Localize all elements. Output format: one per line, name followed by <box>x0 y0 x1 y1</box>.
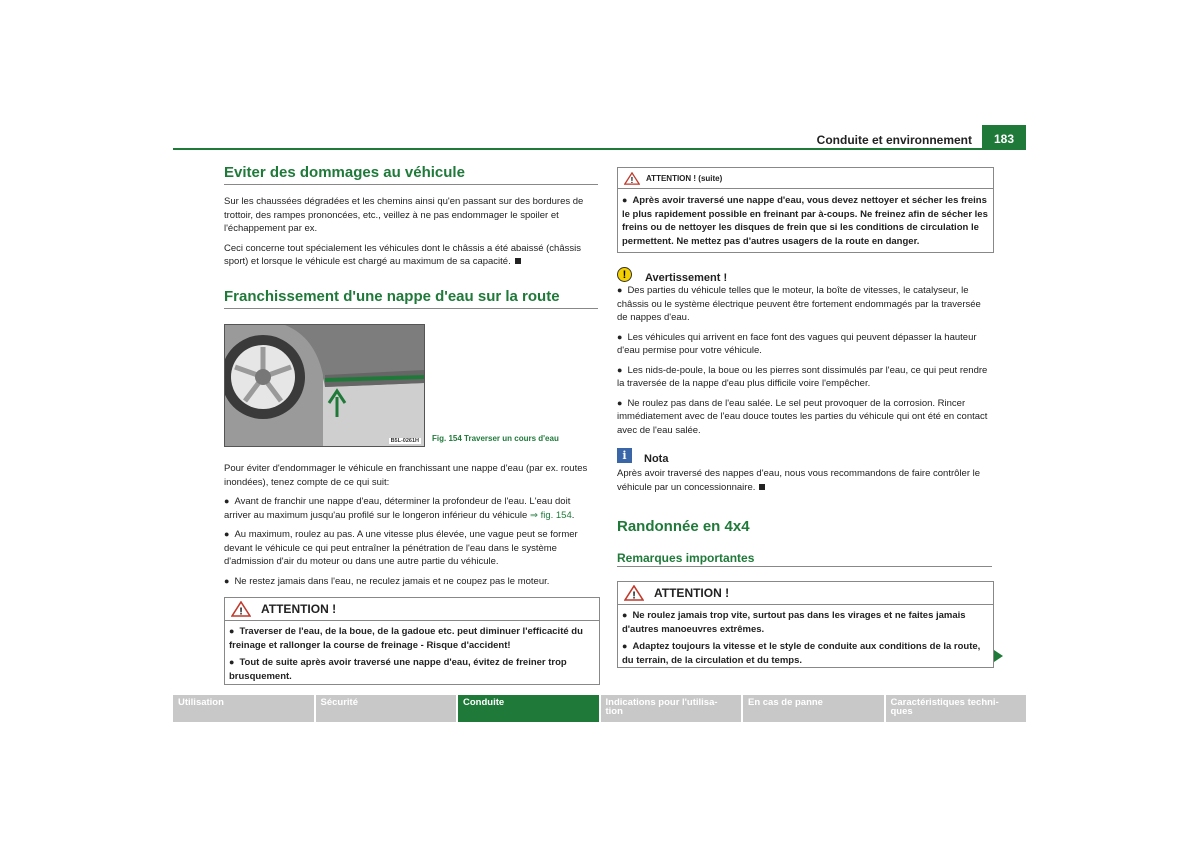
nav-tab-caracteristiques[interactable]: Caractéristiques techni- ques <box>886 695 1027 722</box>
bullet-icon: ● <box>617 331 623 342</box>
svg-text:!: ! <box>632 590 636 601</box>
svg-text:!: ! <box>239 606 243 617</box>
section-rule <box>224 308 598 309</box>
note-label: Nota <box>644 453 669 465</box>
list-item-text: Ne restez jamais dans l'eau, ne reculez jamais et ne coupez pas le moteur. <box>234 575 550 587</box>
bullet-icon: ● <box>229 657 235 667</box>
attention-header <box>618 582 993 605</box>
attention-label: ATTENTION ! <box>654 586 730 600</box>
list-item-text: Après avoir traversé une nappe d'eau, vous devez nettoyer et sécher les freins le plus rapidement possible en freinant par à-coups. Ne freinez afin de sécher les freins ou de nettoyer les disques de frein que si les conditions de circulation le permettent. Ne mettez pas d'autres usagers de la route en danger. <box>622 195 988 247</box>
figure-154 <box>224 324 425 447</box>
bullet-icon: ● <box>617 285 623 295</box>
section-title-nappe: Franchissement d'une nappe d'eau sur la route <box>224 288 560 305</box>
list-item-text: Au maximum, roulez au pas. A une vitesse plus élevée, une vague peut se former devant le véhicule ce qui peut entraîner la pénétration de l'eau dans le système d'admission d'air du moteur ou dans une autre partie du véhicule. <box>224 529 578 567</box>
paragraph <box>224 242 596 269</box>
nav-tab-panne[interactable]: En cas de panne <box>743 695 884 722</box>
attention-body <box>618 189 993 256</box>
list-item-text: Traverser de l'eau, de la boue, de la gadoue etc. peut diminuer l'efficacité du freinage et rallonger la course de freinage - Risque d'accident! <box>229 626 583 651</box>
list-item <box>617 397 993 438</box>
car-wheel-illustration <box>225 325 424 446</box>
list-item <box>224 575 598 589</box>
warning-triangle-icon <box>624 172 640 185</box>
attention-header <box>618 168 993 189</box>
list-item <box>229 656 595 683</box>
svg-text:!: ! <box>630 175 634 185</box>
nav-tab-indications[interactable]: Indications pour l'utilisa- tion <box>601 695 742 722</box>
warning-heading <box>617 264 727 284</box>
section-rule <box>224 184 598 185</box>
warning-triangle-icon <box>231 601 251 617</box>
bullet-icon: ● <box>224 496 230 506</box>
section2-body <box>224 462 598 594</box>
list-item: ● Avant de franchir une nappe d'eau, déterminer la profondeur de l'eau. L'eau doit arriver au maximum jusqu'au profilé sur le longeron inférieur du véhicule ⇒ fig. 154. <box>224 496 575 521</box>
attention-label: ATTENTION ! (suite) <box>646 173 723 183</box>
end-mark-icon <box>515 258 521 264</box>
nav-tab-securite[interactable]: Sécurité <box>316 695 457 722</box>
list-item-text: Tout de suite après avoir traversé une nappe d'eau, évitez de freiner trop brusquement. <box>229 657 567 682</box>
bullet-icon: ● <box>617 397 623 408</box>
warning-label: Avertissement ! <box>645 272 728 284</box>
list-item-text: Des parties du véhicule telles que le moteur, la boîte de vitesses, le catalyseur, le châssis ou le système électrique peuvent être fortement endommagés par la traversée de nappes d'eau. <box>617 285 981 323</box>
list-item-text: Les nids-de-poule, la boue ou les pierres sont dissimulés par l'eau, ce qui peut rendre la traversée de la nappe d'eau plus difficile voire l'empêcher. <box>617 364 988 389</box>
attention-label: ATTENTION ! <box>261 602 337 616</box>
paragraph <box>617 467 993 494</box>
section1-body <box>224 195 596 275</box>
section-title-randonnee: Randonnée en 4x4 <box>617 518 750 535</box>
list-item <box>622 609 989 636</box>
list-item <box>622 194 989 248</box>
end-mark-icon <box>759 484 765 490</box>
figure-link[interactable]: ⇒ fig. 154 <box>529 509 572 521</box>
info-icon: i <box>617 448 632 463</box>
subsection-title: Remarques importantes <box>617 551 755 565</box>
list-item <box>229 625 595 652</box>
paragraph: Sur les chaussées dégradées et les chemins ainsi qu'en passant sur des bordures de trottoir, des rampes prononcées, etc., veillez à ne pas endommager le spoiler et l'échappement par ex. <box>224 196 584 234</box>
list-item <box>617 331 993 358</box>
attention-body <box>618 605 993 675</box>
bullet-icon: ● <box>622 641 628 651</box>
section-rule <box>617 566 992 567</box>
page-number: 183 <box>982 125 1026 149</box>
chapter-nav <box>173 695 1026 722</box>
attention-body <box>225 621 599 691</box>
figure-caption: Fig. 154 Traverser un cours d'eau <box>432 434 559 443</box>
list-item-text: Ne roulez jamais trop vite, surtout pas dans les virages et ne faites jamais d'autres manoeuvres extrêmes. <box>622 610 966 635</box>
list-item <box>617 364 993 391</box>
paragraph-text: Ceci concerne tout spécialement les véhicules dont le châssis a été abaissé (châssis sport) et lorsque le véhicule est chargé au maximum de sa capacité. <box>224 242 581 267</box>
exclamation-circle-icon: ! <box>617 267 632 282</box>
list-item <box>224 528 598 569</box>
section-title-eviter: Eviter des dommages au véhicule <box>224 164 465 181</box>
attention-box <box>224 597 600 685</box>
bullet-icon: ● <box>224 575 230 586</box>
note-heading <box>617 445 668 465</box>
bullet-icon: ● <box>224 529 230 539</box>
nav-tab-conduite[interactable]: Conduite <box>458 695 599 722</box>
warning-triangle-icon <box>624 585 644 601</box>
paragraph: Pour éviter d'endommager le véhicule en franchissant une nappe d'eau (par ex. routes inondées), tenez compte de ce qui suit: <box>224 463 588 488</box>
list-item-text: Les véhicules qui arrivent en face font des vagues qui peuvent dépasser la hauteur d'eau permise pour votre véhicule. <box>617 331 977 356</box>
list-item <box>617 284 993 325</box>
next-page-arrow-icon[interactable] <box>994 650 1003 662</box>
warning-body <box>617 284 993 443</box>
list-item-text: Avant de franchir une nappe d'eau, déterminer la profondeur de l'eau. L'eau doit arriver au maximum jusqu'au profilé sur le longeron inférieur du véhicule <box>224 496 571 521</box>
list-item <box>622 640 989 667</box>
bullet-icon: ● <box>622 195 628 205</box>
note-text: Après avoir traversé des nappes d'eau, nous vous recommandons de faire contrôler le véhicule par un concessionnaire. <box>617 468 981 493</box>
bullet-icon: ● <box>622 610 628 620</box>
nav-tab-utilisation[interactable]: Utilisation <box>173 695 314 722</box>
note-body <box>617 467 993 500</box>
attention-box <box>617 581 994 668</box>
attention-cont-box <box>617 167 994 253</box>
bullet-icon: ● <box>229 626 235 636</box>
attention-header <box>225 598 599 621</box>
running-header: Conduite et environnement <box>816 133 972 147</box>
list-item-text: Ne roulez pas dans de l'eau salée. Le sel peut provoquer de la corrosion. Rincer immédiatement avec de l'eau douce toutes les parties du véhicule qui ont été en contact avec de l'eau salée. <box>617 397 988 436</box>
bullet-icon: ● <box>617 364 623 375</box>
list-item-text: Adaptez toujours la vitesse et le style de conduite aux conditions de la route, du terrain, de la circulation et du temps. <box>622 641 981 666</box>
header-rule <box>173 148 1026 150</box>
figure-code: B5L-0261H <box>390 438 419 444</box>
